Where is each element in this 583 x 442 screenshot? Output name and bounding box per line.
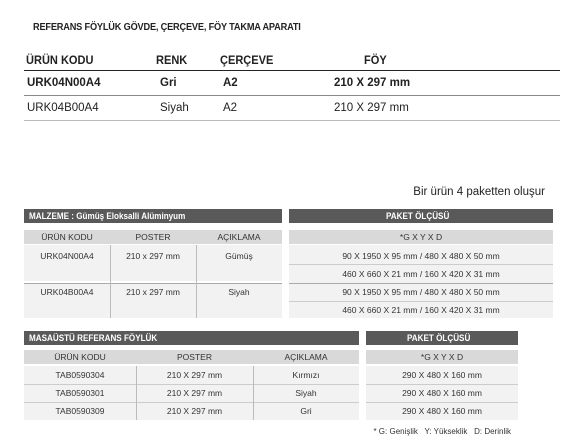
divider <box>24 402 359 403</box>
package-row: 460 X 660 X 21 mm / 160 X 420 X 31 mm <box>342 269 500 279</box>
package-band <box>289 209 553 223</box>
material-row-desc: Siyah <box>228 287 250 297</box>
row-frame: A2 <box>223 77 238 89</box>
desk-header-poster: POSTER <box>177 352 212 362</box>
header-sheet: FÖY <box>364 53 387 67</box>
row-code: URK04B00A4 <box>27 102 99 114</box>
desk-package-header: *G X Y X D <box>420 352 464 362</box>
row-color: Gri <box>160 77 177 89</box>
package-row: 90 X 1950 X 95 mm / 480 X 480 X 50 mm <box>342 287 500 297</box>
material-band-label: MALZEME : Gümüş Eloksalli Alüminyum <box>29 211 186 221</box>
desk-row-poster: 210 X 297 mm <box>166 388 223 398</box>
row-color: Siyah <box>160 102 189 114</box>
divider <box>289 301 553 302</box>
desk-row-desc: Kırmızı <box>292 370 320 380</box>
desk-package-row: 290 X 480 X 160 mm <box>402 370 482 380</box>
desk-row-code: TAB0590301 <box>55 388 105 398</box>
divider <box>289 283 553 284</box>
material-header-code: ÜRÜN KODU <box>41 232 93 242</box>
table-row <box>24 73 560 96</box>
desk-row-poster: 210 X 297 mm <box>166 406 223 416</box>
row-code: URK04N00A4 <box>27 77 101 89</box>
row-sheet: 210 X 297 mm <box>334 77 411 89</box>
divider <box>24 384 359 385</box>
desk-package-row: 290 X 480 X 160 mm <box>402 406 482 416</box>
desk-subheader <box>24 350 359 364</box>
desk-band-label: MASAÜSTÜ REFERANS FÖYLÜK <box>29 333 158 343</box>
divider <box>289 264 553 265</box>
material-row-code: URK04B00A4 <box>40 287 94 297</box>
desk-row-code: TAB0590304 <box>55 370 105 380</box>
header-product-code: ÜRÜN KODU <box>26 53 94 67</box>
material-subheader <box>24 230 282 244</box>
desk-row-code: TAB0590309 <box>55 406 105 416</box>
desk-row-desc: Gri <box>300 406 312 416</box>
desk-package-band <box>366 331 518 345</box>
material-band <box>24 209 282 223</box>
material-header-poster: POSTER <box>135 232 171 242</box>
package-band-label: PAKET ÖLÇÜSÜ <box>385 211 450 221</box>
desk-package-subheader <box>366 350 518 364</box>
material-row-poster: 210 x 297 mm <box>126 287 180 297</box>
desk-header-desc: AÇIKLAMA <box>284 352 328 362</box>
package-subheader <box>289 230 553 244</box>
divider <box>366 384 518 385</box>
header-color: RENK <box>156 53 188 67</box>
desk-package-band-label: PAKET ÖLÇÜSÜ <box>406 333 471 343</box>
desk-row-poster: 210 X 297 mm <box>166 370 223 380</box>
desk-band <box>24 331 359 345</box>
package-note: Bir ürün 4 paketten oluşur <box>413 186 545 198</box>
desk-row-desc: Siyah <box>295 388 317 398</box>
package-row: 90 X 1950 X 95 mm / 480 X 480 X 50 mm <box>342 251 500 261</box>
package-row: 460 X 660 X 21 mm / 160 X 420 X 31 mm <box>342 305 500 315</box>
main-table-header <box>24 50 560 71</box>
divider <box>366 402 518 403</box>
dimension-legend: * G: Genişlik Y: Yükseklik D: Derinlik <box>373 427 511 436</box>
desk-package-row: 290 X 480 X 160 mm <box>402 388 482 398</box>
material-row-poster: 210 x 297 mm <box>126 251 180 261</box>
desk-header-code: ÜRÜN KODU <box>54 352 106 362</box>
table-row <box>24 98 560 121</box>
material-header-desc: AÇIKLAMA <box>217 232 261 242</box>
row-frame: A2 <box>223 102 238 114</box>
material-row-code: URK04N00A4 <box>40 251 94 261</box>
document-title: REFERANS FÖYLÜK GÖVDE, ÇERÇEVE, FÖY TAKMA APARATI <box>33 22 301 33</box>
row-sheet: 210 X 297 mm <box>334 102 409 114</box>
header-frame: ÇERÇEVE <box>220 53 274 67</box>
material-row-desc: Gümüş <box>225 251 253 261</box>
package-header: *G X Y X D <box>399 232 443 242</box>
